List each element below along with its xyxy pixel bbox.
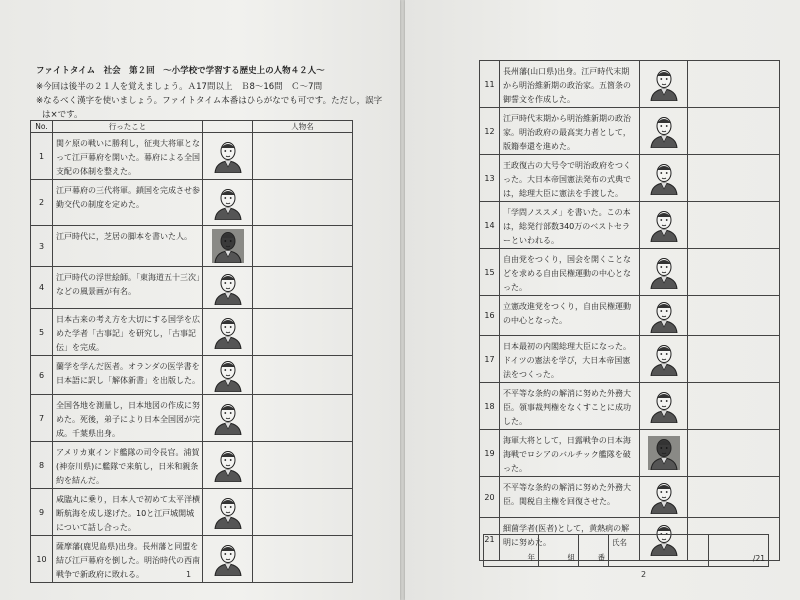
answer-field[interactable] bbox=[688, 155, 780, 202]
question-number: 12 bbox=[480, 108, 500, 155]
answer-field[interactable] bbox=[688, 430, 780, 477]
question-description: 関ケ原の戦いに勝利し，征夷大将軍となって江戸幕府を開いた。幕府による全国支配の体制を整えた。 bbox=[53, 133, 203, 180]
question-number: 11 bbox=[480, 61, 500, 108]
question-number: 2 bbox=[31, 180, 53, 226]
portrait-admiral-icon bbox=[640, 430, 688, 477]
question-number: 13 bbox=[480, 155, 500, 202]
question-description: 江戸時代の浮世絵師。「東海道五十三次」などの風景画が有名。 bbox=[53, 267, 203, 309]
col-header-no: No. bbox=[31, 121, 53, 133]
question-description: 咸臨丸に乗り，日本人で初めて太平洋横断航海を成し遂げた。10と江戸城開城について話し合った。 bbox=[53, 489, 203, 536]
answer-field[interactable] bbox=[253, 395, 353, 442]
instruction-note-1: ※今回は後半の２１人を覚えましょう。Ａ17問以上 Ｂ8～16問 Ｃ～7問 bbox=[36, 82, 323, 92]
number-field[interactable]: 番 bbox=[579, 535, 609, 567]
question-row bbox=[480, 477, 780, 518]
class-field[interactable]: 組 bbox=[539, 535, 579, 567]
question-description: 蘭学を学んだ医者。オランダの医学書を日本語に訳し「解体新書」を出版した。 bbox=[53, 356, 203, 395]
question-number: 20 bbox=[480, 477, 500, 518]
answer-field[interactable] bbox=[253, 267, 353, 309]
question-number: 6 bbox=[31, 356, 53, 395]
question-number: 9 bbox=[31, 489, 53, 536]
answer-field[interactable] bbox=[253, 489, 353, 536]
name-field[interactable]: 氏名 bbox=[609, 535, 709, 567]
instruction-note-2: ※なるべく漢字を使いましょう。ファイトタイム本番はひらがなでも可です。ただし，誤字 bbox=[36, 96, 383, 106]
portrait-samurai-icon bbox=[203, 536, 253, 583]
question-row bbox=[31, 133, 353, 180]
question-number: 5 bbox=[31, 309, 53, 356]
question-row bbox=[31, 356, 353, 395]
answer-field[interactable] bbox=[688, 61, 780, 108]
portrait-statesman-icon bbox=[640, 249, 688, 296]
question-row bbox=[31, 395, 353, 442]
portrait-statesman-icon bbox=[640, 61, 688, 108]
question-number: 4 bbox=[31, 267, 53, 309]
question-row bbox=[31, 442, 353, 489]
question-number: 21 bbox=[480, 518, 500, 561]
question-number: 1 bbox=[31, 133, 53, 180]
portrait-educator-icon bbox=[640, 202, 688, 249]
question-number: 15 bbox=[480, 249, 500, 296]
portrait-samurai-icon bbox=[203, 489, 253, 536]
question-description: 長州藩(山口県)出身。江戸時代末期から明治維新期の政治家。五箇条の御誓文を作成した。 bbox=[500, 61, 640, 108]
question-row bbox=[31, 536, 353, 583]
question-description: 江戸時代末期から明治維新期の政治家。明治政府の最高実力者として，版籍奉還を進めた。 bbox=[500, 108, 640, 155]
portrait-commodore-icon bbox=[203, 442, 253, 489]
question-description: 海軍大将として，日露戦争の日本海海戦でロシアのバルチック艦隊を破った。 bbox=[500, 430, 640, 477]
question-description: 不平等な条約の解消に努めた外務大臣。関税自主権を回復させた。 bbox=[500, 477, 640, 518]
question-row bbox=[480, 249, 780, 296]
portrait-statesman-icon bbox=[640, 477, 688, 518]
question-number: 3 bbox=[31, 226, 53, 267]
question-row bbox=[480, 296, 780, 336]
portrait-dramatist-icon bbox=[203, 226, 253, 267]
question-number: 10 bbox=[31, 536, 53, 583]
portrait-statesman-icon bbox=[640, 296, 688, 336]
question-description: 「学問ノススメ」を書いた。この本は，総発行部数340万のベストセラーといわれる。 bbox=[500, 202, 640, 249]
student-info-box bbox=[483, 534, 769, 567]
portrait-statesman-icon bbox=[640, 336, 688, 383]
answer-field[interactable] bbox=[688, 336, 780, 383]
table-header-row bbox=[31, 121, 353, 133]
answer-field[interactable] bbox=[688, 108, 780, 155]
portrait-doctor-icon bbox=[203, 356, 253, 395]
col-header-picture bbox=[203, 121, 253, 133]
answer-field[interactable] bbox=[253, 133, 353, 180]
question-row bbox=[31, 226, 353, 267]
page-number-left: 1 bbox=[186, 570, 192, 579]
col-header-did: 行ったこと bbox=[53, 121, 203, 133]
question-row bbox=[480, 336, 780, 383]
question-row bbox=[480, 155, 780, 202]
question-row bbox=[480, 108, 780, 155]
portrait-noble-icon bbox=[640, 155, 688, 202]
answer-field[interactable] bbox=[688, 477, 780, 518]
question-number: 8 bbox=[31, 442, 53, 489]
question-row bbox=[31, 267, 353, 309]
question-row bbox=[480, 383, 780, 430]
question-row bbox=[31, 309, 353, 356]
question-table-left bbox=[30, 120, 353, 583]
page-number-right: 2 bbox=[641, 570, 647, 579]
portrait-samurai-icon bbox=[203, 180, 253, 226]
portrait-scholar-icon bbox=[203, 309, 253, 356]
question-number: 18 bbox=[480, 383, 500, 430]
question-description: 江戸幕府の三代将軍。鎖国を完成させ参勤交代の制度を定めた。 bbox=[53, 180, 203, 226]
question-description: 江戸時代に，芝居の脚本を書いた人。 bbox=[53, 226, 203, 267]
answer-field[interactable] bbox=[253, 180, 353, 226]
worksheet-page-2 bbox=[405, 0, 800, 600]
portrait-statesman-icon bbox=[640, 108, 688, 155]
answer-field[interactable] bbox=[688, 383, 780, 430]
question-description: 立憲改進党をつくり，自由民権運動の中心となった。 bbox=[500, 296, 640, 336]
question-description: 不平等な条約の解消に努めた外務大臣。領事裁判権をなくすことに成功した。 bbox=[500, 383, 640, 430]
question-number: 7 bbox=[31, 395, 53, 442]
question-table-right bbox=[479, 60, 780, 561]
answer-field[interactable] bbox=[688, 296, 780, 336]
question-description: 王政復古の大号令で明治政府をつくった。大日本帝国憲法発布の式典では，総理大臣に憲法を手渡した。 bbox=[500, 155, 640, 202]
question-row bbox=[480, 202, 780, 249]
portrait-artist-icon bbox=[203, 267, 253, 309]
answer-field[interactable] bbox=[253, 356, 353, 395]
portrait-surveyor-icon bbox=[203, 395, 253, 442]
question-description: 自由党をつくり，国会を開くことなどを求める自由民権運動の中心となった。 bbox=[500, 249, 640, 296]
answer-field[interactable] bbox=[688, 249, 780, 296]
year-field[interactable]: 年 bbox=[484, 535, 539, 567]
question-description: 全国各地を測量し，日本地図の作成に努めた。死後，弟子により日本全国図が完成。千葉県出身。 bbox=[53, 395, 203, 442]
question-row bbox=[480, 61, 780, 108]
answer-field[interactable] bbox=[253, 226, 353, 267]
question-row bbox=[31, 180, 353, 226]
question-row bbox=[480, 430, 780, 477]
question-number: 17 bbox=[480, 336, 500, 383]
question-number: 14 bbox=[480, 202, 500, 249]
question-row bbox=[31, 489, 353, 536]
question-description: アメリカ東インド艦隊の司令長官。浦賀(神奈川県)に艦隊で来航し，日米和親条約を結んだ。 bbox=[53, 442, 203, 489]
instruction-note-3: は×です。 bbox=[42, 110, 83, 120]
answer-field[interactable] bbox=[253, 309, 353, 356]
question-number: 19 bbox=[480, 430, 500, 477]
question-description: 日本古来の考え方を大切にする国学を広めた学者「古事記」を研究し，「古事記伝」を完成。 bbox=[53, 309, 203, 356]
question-description: 細菌学者(医者)として，黄熱病の解明に努めた。 bbox=[500, 518, 640, 561]
question-description: 日本最初の内閣総理大臣になった。ドイツの憲法を学び，大日本帝国憲法をつくった。 bbox=[500, 336, 640, 383]
worksheet-title: ファイトタイム 社会 第２回 ～小学校で学習する歴史上の人物４２人～ bbox=[36, 66, 325, 76]
score-field[interactable]: /21 bbox=[709, 535, 769, 567]
question-description: 薩摩藩(鹿児島県)出身。長州藩と同盟を結び江戸幕府を倒した。明治時代の西南戦争で新政府に敗れる。 bbox=[53, 536, 203, 583]
portrait-statesman-icon bbox=[640, 383, 688, 430]
answer-field[interactable] bbox=[253, 536, 353, 583]
portrait-samurai-icon bbox=[203, 133, 253, 180]
answer-field[interactable] bbox=[253, 442, 353, 489]
question-number: 16 bbox=[480, 296, 500, 336]
answer-field[interactable] bbox=[688, 202, 780, 249]
col-header-name: 人物名 bbox=[253, 121, 353, 133]
